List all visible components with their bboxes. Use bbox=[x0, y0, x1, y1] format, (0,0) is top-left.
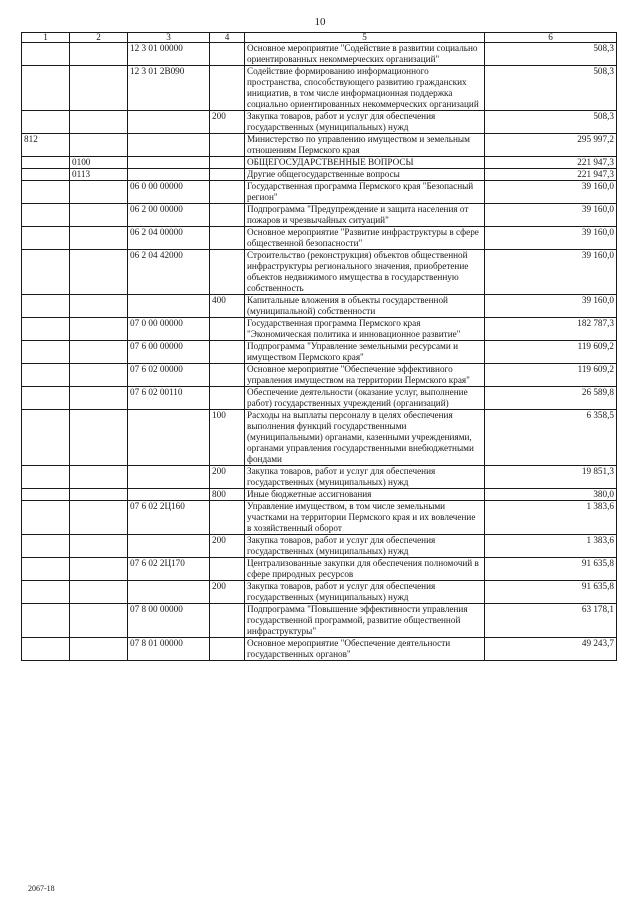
item-name-cell: Закупка товаров, работ и услуг для обеспечения государственных (муниципальных) нужд bbox=[245, 581, 485, 604]
item-name-cell: Закупка товаров, работ и услуг для обеспечения государственных (муниципальных) нужд bbox=[245, 535, 485, 558]
expense-type-code-cell bbox=[210, 204, 245, 227]
grbs-code-cell bbox=[22, 638, 70, 661]
grbs-code-cell bbox=[22, 111, 70, 134]
table-row bbox=[22, 341, 617, 364]
expense-type-code-cell: 200 bbox=[210, 581, 245, 604]
expense-type-code-cell: 400 bbox=[210, 295, 245, 318]
table-row bbox=[22, 134, 617, 157]
expense-type-code-cell bbox=[210, 341, 245, 364]
table-row bbox=[22, 157, 617, 169]
expense-type-code-cell bbox=[210, 66, 245, 111]
grbs-code-cell bbox=[22, 295, 70, 318]
amount-cell: 39 160,0 bbox=[485, 250, 617, 295]
grbs-code-cell bbox=[22, 604, 70, 638]
item-name-cell: Закупка товаров, работ и услуг для обеспечения государственных (муниципальных) нужд bbox=[245, 111, 485, 134]
section-code-cell bbox=[70, 501, 128, 535]
target-article-code-cell: 07 0 00 00000 bbox=[128, 318, 210, 341]
target-article-code-cell: 07 6 02 2Ц170 bbox=[128, 558, 210, 581]
grbs-code-cell bbox=[22, 558, 70, 581]
table-row bbox=[22, 387, 617, 410]
item-name-cell: Подпрограмма "Предупреждение и защита населения от пожаров и чрезвычайных ситуаций" bbox=[245, 204, 485, 227]
expense-type-code-cell bbox=[210, 43, 245, 66]
column-header: 4 bbox=[210, 33, 245, 43]
item-name-cell: ОБЩЕГОСУДАРСТВЕННЫЕ ВОПРОСЫ bbox=[245, 157, 485, 169]
table-row bbox=[22, 410, 617, 466]
expense-type-code-cell bbox=[210, 364, 245, 387]
expense-type-code-cell: 200 bbox=[210, 466, 245, 489]
section-code-cell bbox=[70, 489, 128, 501]
item-name-cell: Содействие формированию информационного пространства, способствующего развитию гражданских инициатив, в том числе информационная поддержка социально ориентированных некоммерческих организаций bbox=[245, 66, 485, 111]
table-row bbox=[22, 227, 617, 250]
target-article-code-cell bbox=[128, 489, 210, 501]
expense-type-code-cell bbox=[210, 638, 245, 661]
amount-cell: 508,3 bbox=[485, 43, 617, 66]
expense-type-code-cell: 100 bbox=[210, 410, 245, 466]
section-code-cell bbox=[70, 318, 128, 341]
grbs-code-cell bbox=[22, 43, 70, 66]
target-article-code-cell bbox=[128, 111, 210, 134]
amount-cell: 119 609,2 bbox=[485, 341, 617, 364]
section-code-cell bbox=[70, 466, 128, 489]
target-article-code-cell: 07 8 00 00000 bbox=[128, 604, 210, 638]
expense-type-code-cell: 200 bbox=[210, 535, 245, 558]
target-article-code-cell bbox=[128, 134, 210, 157]
item-name-cell: Основное мероприятие "Развитие инфраструктуры в сфере общественной безопасности" bbox=[245, 227, 485, 250]
expense-type-code-cell bbox=[210, 181, 245, 204]
table-row bbox=[22, 535, 617, 558]
section-code-cell bbox=[70, 134, 128, 157]
target-article-code-cell: 07 6 02 2Ц160 bbox=[128, 501, 210, 535]
amount-cell: 182 787,3 bbox=[485, 318, 617, 341]
section-code-cell bbox=[70, 581, 128, 604]
table-row bbox=[22, 558, 617, 581]
target-article-code-cell: 06 2 04 00000 bbox=[128, 227, 210, 250]
table-row bbox=[22, 466, 617, 489]
table-row bbox=[22, 111, 617, 134]
table-row bbox=[22, 295, 617, 318]
grbs-code-cell bbox=[22, 489, 70, 501]
item-name-cell: Основное мероприятие "Обеспечение эффективного управления имуществом на территории Пермского края" bbox=[245, 364, 485, 387]
amount-cell: 221 947,3 bbox=[485, 157, 617, 169]
amount-cell: 91 635,8 bbox=[485, 581, 617, 604]
table-row bbox=[22, 66, 617, 111]
item-name-cell: Основное мероприятие "Содействие в развитии социально ориентированных некоммерческих организаций" bbox=[245, 43, 485, 66]
amount-cell: 119 609,2 bbox=[485, 364, 617, 387]
expense-type-code-cell bbox=[210, 169, 245, 181]
grbs-code-cell bbox=[22, 501, 70, 535]
target-article-code-cell bbox=[128, 535, 210, 558]
grbs-code-cell bbox=[22, 181, 70, 204]
target-article-code-cell bbox=[128, 581, 210, 604]
item-name-cell: Другие общегосударственные вопросы bbox=[245, 169, 485, 181]
item-name-cell: Государственная программа Пермского края "Безопасный регион" bbox=[245, 181, 485, 204]
grbs-code-cell bbox=[22, 341, 70, 364]
expense-type-code-cell bbox=[210, 134, 245, 157]
section-code-cell bbox=[70, 387, 128, 410]
column-header: 1 bbox=[22, 33, 70, 43]
section-code-cell bbox=[70, 111, 128, 134]
table-row bbox=[22, 169, 617, 181]
target-article-code-cell: 07 6 00 00000 bbox=[128, 341, 210, 364]
item-name-cell: Иные бюджетные ассигнования bbox=[245, 489, 485, 501]
table-row bbox=[22, 489, 617, 501]
table-row bbox=[22, 364, 617, 387]
item-name-cell: Капитальные вложения в объекты государственной (муниципальной) собственности bbox=[245, 295, 485, 318]
amount-cell: 26 589,8 bbox=[485, 387, 617, 410]
section-code-cell bbox=[70, 43, 128, 66]
section-code-cell bbox=[70, 204, 128, 227]
grbs-code-cell: 812 bbox=[22, 134, 70, 157]
amount-cell: 39 160,0 bbox=[485, 204, 617, 227]
item-name-cell: Министерство по управлению имуществом и земельным отношениям Пермского края bbox=[245, 134, 485, 157]
target-article-code-cell: 07 6 02 00110 bbox=[128, 387, 210, 410]
amount-cell: 221 947,3 bbox=[485, 169, 617, 181]
item-name-cell: Управление имуществом, в том числе земельными участками на территории Пермского края и их вовлечение в хозяйственный оборот bbox=[245, 501, 485, 535]
section-code-cell bbox=[70, 604, 128, 638]
target-article-code-cell bbox=[128, 157, 210, 169]
amount-cell: 380,0 bbox=[485, 489, 617, 501]
amount-cell: 63 178,1 bbox=[485, 604, 617, 638]
expense-type-code-cell bbox=[210, 318, 245, 341]
table-row bbox=[22, 638, 617, 661]
section-code-cell bbox=[70, 181, 128, 204]
amount-cell: 508,3 bbox=[485, 111, 617, 134]
grbs-code-cell bbox=[22, 250, 70, 295]
grbs-code-cell bbox=[22, 318, 70, 341]
section-code-cell: 0100 bbox=[70, 157, 128, 169]
target-article-code-cell bbox=[128, 295, 210, 318]
section-code-cell bbox=[70, 341, 128, 364]
target-article-code-cell: 06 2 00 00000 bbox=[128, 204, 210, 227]
column-header: 2 bbox=[70, 33, 128, 43]
section-code-cell bbox=[70, 558, 128, 581]
expense-type-code-cell bbox=[210, 157, 245, 169]
expense-type-code-cell: 200 bbox=[210, 111, 245, 134]
expense-type-code-cell bbox=[210, 387, 245, 410]
section-code-cell bbox=[70, 227, 128, 250]
amount-cell: 91 635,8 bbox=[485, 558, 617, 581]
target-article-code-cell: 07 6 02 00000 bbox=[128, 364, 210, 387]
target-article-code-cell: 07 8 01 00000 bbox=[128, 638, 210, 661]
grbs-code-cell bbox=[22, 227, 70, 250]
table-row bbox=[22, 318, 617, 341]
target-article-code-cell bbox=[128, 169, 210, 181]
amount-cell: 39 160,0 bbox=[485, 227, 617, 250]
item-name-cell: Подпрограмма "Управление земельными ресурсами и имуществом Пермского края" bbox=[245, 341, 485, 364]
grbs-code-cell bbox=[22, 410, 70, 466]
item-name-cell: Централизованные закупки для обеспечения полномочий в сфере природных ресурсов bbox=[245, 558, 485, 581]
amount-cell: 295 997,2 bbox=[485, 134, 617, 157]
table-row bbox=[22, 604, 617, 638]
item-name-cell: Основное мероприятие "Обеспечение деятельности государственных органов" bbox=[245, 638, 485, 661]
column-header: 5 bbox=[245, 33, 485, 43]
grbs-code-cell bbox=[22, 535, 70, 558]
table-row bbox=[22, 43, 617, 66]
section-code-cell bbox=[70, 250, 128, 295]
table-header-row bbox=[22, 33, 617, 43]
table-row bbox=[22, 204, 617, 227]
expense-type-code-cell: 800 bbox=[210, 489, 245, 501]
grbs-code-cell bbox=[22, 204, 70, 227]
grbs-code-cell bbox=[22, 364, 70, 387]
amount-cell: 508,3 bbox=[485, 66, 617, 111]
item-name-cell: Подпрограмма "Повышение эффективности управления государственной программой, развитие общественной инфраструктуры" bbox=[245, 604, 485, 638]
grbs-code-cell bbox=[22, 169, 70, 181]
amount-cell: 39 160,0 bbox=[485, 181, 617, 204]
item-name-cell: Строительство (реконструкция) объектов общественной инфраструктуры регионального значения, приобретение объектов недвижимого имущества в государственную собственность bbox=[245, 250, 485, 295]
column-header: 6 bbox=[485, 33, 617, 43]
target-article-code-cell: 12 3 01 00000 bbox=[128, 43, 210, 66]
section-code-cell bbox=[70, 410, 128, 466]
table-row bbox=[22, 501, 617, 535]
grbs-code-cell bbox=[22, 581, 70, 604]
amount-cell: 49 243,7 bbox=[485, 638, 617, 661]
item-name-cell: Обеспечение деятельности (оказание услуг, выполнение работ) государственных учреждений (организаций) bbox=[245, 387, 485, 410]
document-code: 2067-18 bbox=[28, 884, 55, 893]
budget-table bbox=[21, 32, 617, 661]
table-row bbox=[22, 250, 617, 295]
section-code-cell: 0113 bbox=[70, 169, 128, 181]
section-code-cell bbox=[70, 295, 128, 318]
amount-cell: 39 160,0 bbox=[485, 295, 617, 318]
expense-type-code-cell bbox=[210, 558, 245, 581]
target-article-code-cell: 06 2 04 42000 bbox=[128, 250, 210, 295]
target-article-code-cell bbox=[128, 466, 210, 489]
grbs-code-cell bbox=[22, 157, 70, 169]
target-article-code-cell bbox=[128, 410, 210, 466]
grbs-code-cell bbox=[22, 387, 70, 410]
item-name-cell: Расходы на выплаты персоналу в целях обеспечения выполнения функций государственными (муниципальными) органами, казенными учреждениями, органами управления государственными внебюджетными фондами bbox=[245, 410, 485, 466]
item-name-cell: Закупка товаров, работ и услуг для обеспечения государственных (муниципальных) нужд bbox=[245, 466, 485, 489]
page-number: 10 bbox=[314, 16, 326, 28]
grbs-code-cell bbox=[22, 66, 70, 111]
target-article-code-cell: 06 0 00 00000 bbox=[128, 181, 210, 204]
section-code-cell bbox=[70, 364, 128, 387]
amount-cell: 1 383,6 bbox=[485, 535, 617, 558]
expense-type-code-cell bbox=[210, 501, 245, 535]
grbs-code-cell bbox=[22, 466, 70, 489]
column-header: 3 bbox=[128, 33, 210, 43]
expense-type-code-cell bbox=[210, 227, 245, 250]
table-row bbox=[22, 581, 617, 604]
expense-type-code-cell bbox=[210, 250, 245, 295]
amount-cell: 1 383,6 bbox=[485, 501, 617, 535]
expense-type-code-cell bbox=[210, 604, 245, 638]
amount-cell: 6 358,5 bbox=[485, 410, 617, 466]
target-article-code-cell: 12 3 01 2В090 bbox=[128, 66, 210, 111]
section-code-cell bbox=[70, 66, 128, 111]
section-code-cell bbox=[70, 535, 128, 558]
amount-cell: 19 851,3 bbox=[485, 466, 617, 489]
item-name-cell: Государственная программа Пермского края "Экономическая политика и инновационное развитие" bbox=[245, 318, 485, 341]
table-row bbox=[22, 181, 617, 204]
section-code-cell bbox=[70, 638, 128, 661]
